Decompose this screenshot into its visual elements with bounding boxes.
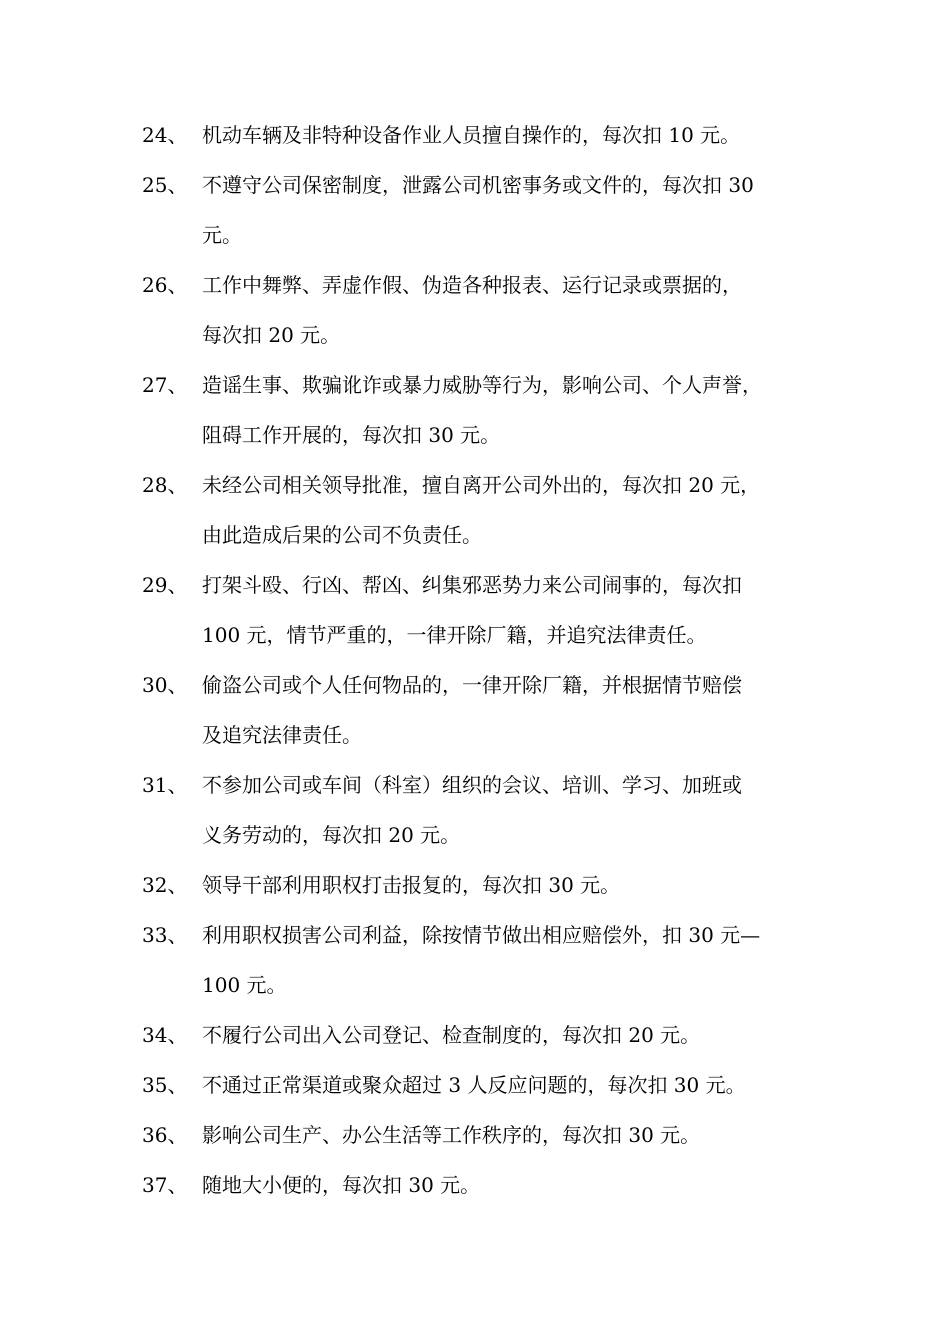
rule-list: [142, 110, 822, 1210]
item-number: 28、: [142, 473, 188, 497]
list-item: [142, 1110, 822, 1160]
item-number: 37、: [142, 1173, 188, 1197]
item-number: 34、: [142, 1023, 188, 1047]
item-text-line: 元。: [202, 223, 242, 247]
item-text-line: 及追究法律责任。: [202, 723, 362, 747]
list-item: [142, 560, 822, 660]
item-text-line: 每次扣 20 元。: [202, 323, 341, 347]
item-text-line: 机动车辆及非特种设备作业人员擅自操作的，每次扣 10 元。: [202, 123, 741, 147]
list-item: [142, 160, 822, 260]
item-number: 32、: [142, 873, 188, 897]
list-item: [142, 110, 822, 160]
list-item: [142, 360, 822, 460]
item-number: 27、: [142, 373, 188, 397]
item-text-line: 未经公司相关领导批准，擅自离开公司外出的，每次扣 20 元，: [202, 473, 761, 497]
item-number: 30、: [142, 673, 188, 697]
item-text-line: 100 元。: [202, 973, 287, 997]
item-text-line: 造谣生事、欺骗讹诈或暴力威胁等行为，影响公司、个人声誉，: [202, 373, 762, 397]
item-number: 26、: [142, 273, 188, 297]
item-text-line: 偷盗公司或个人任何物品的，一律开除厂籍，并根据情节赔偿: [202, 673, 742, 697]
item-text-line: 由此造成后果的公司不负责任。: [202, 523, 482, 547]
list-item: [142, 260, 822, 360]
item-text-line: 阻碍工作开展的，每次扣 30 元。: [202, 423, 501, 447]
item-text-line: 随地大小便的，每次扣 30 元。: [202, 1173, 481, 1197]
list-item: [142, 1060, 822, 1110]
list-item: [142, 1010, 822, 1060]
list-item: [142, 910, 822, 1010]
list-item: [142, 460, 822, 560]
item-text-line: 不通过正常渠道或聚众超过 3 人反应问题的，每次扣 30 元。: [202, 1073, 746, 1097]
item-number: 33、: [142, 923, 188, 947]
item-number: 29、: [142, 573, 188, 597]
item-number: 31、: [142, 773, 188, 797]
item-number: 35、: [142, 1073, 188, 1097]
item-number: 36、: [142, 1123, 188, 1147]
item-text-line: 100 元，情节严重的，一律开除厂籍，并追究法律责任。: [202, 623, 707, 647]
item-text-line: 领导干部利用职权打击报复的，每次扣 30 元。: [202, 873, 621, 897]
item-text-line: 打架斗殴、行凶、帮凶、纠集邪恶势力来公司闹事的，每次扣: [202, 573, 742, 597]
list-item: [142, 660, 822, 760]
list-item: [142, 760, 822, 860]
item-text-line: 不参加公司或车间（科室）组织的会议、培训、学习、加班或: [202, 773, 742, 797]
item-number: 25、: [142, 173, 188, 197]
item-text-line: 不遵守公司保密制度，泄露公司机密事务或文件的，每次扣 30: [202, 173, 754, 197]
list-item: [142, 1160, 822, 1210]
item-text-line: 义务劳动的，每次扣 20 元。: [202, 823, 461, 847]
item-text-line: 不履行公司出入公司登记、检查制度的，每次扣 20 元。: [202, 1023, 701, 1047]
item-text-line: 影响公司生产、办公生活等工作秩序的，每次扣 30 元。: [202, 1123, 701, 1147]
item-text-line: 工作中舞弊、弄虚作假、伪造各种报表、运行记录或票据的，: [202, 273, 742, 297]
item-number: 24、: [142, 123, 188, 147]
list-item: [142, 860, 822, 910]
item-text-line: 利用职权损害公司利益，除按情节做出相应赔偿外，扣 30 元—: [202, 923, 761, 947]
